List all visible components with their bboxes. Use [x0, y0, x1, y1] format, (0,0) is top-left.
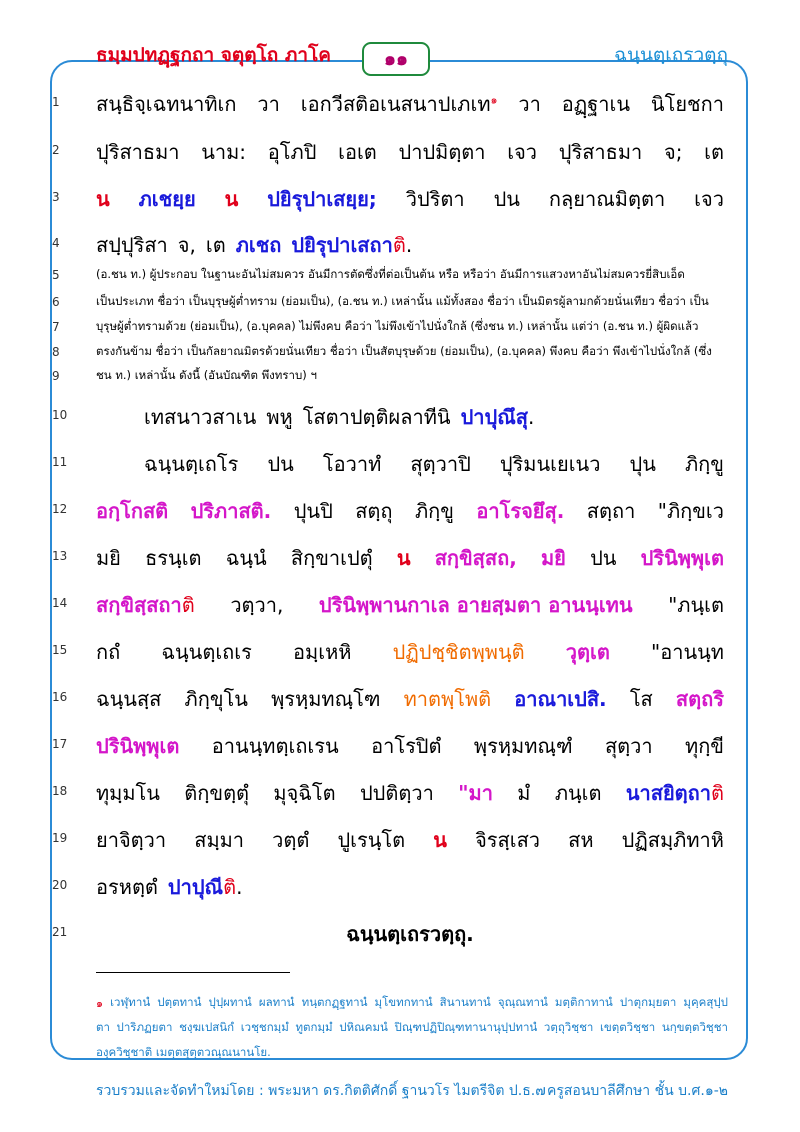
word-highlight-blue: ปยิรุปาเสยฺย;	[267, 187, 377, 211]
translation-line-7: บุรุษผู้ต่ำทรามด้วย (ย่อมเป็น), (อ.บุคคล) ไม่พึงคบ คือว่า ไม่พึงเข้าไปนั่งใกล้ (ซึ่งชน ท.) เหล่านั้น แต่ว่า (อ.ชน ท.) ผู้ผิดแล้ว	[96, 319, 699, 333]
word: ปุน	[629, 452, 656, 476]
pali-line-1	[96, 88, 724, 120]
word: ชงฺฆเปสนิกํ	[179, 1020, 235, 1034]
word-highlight-magenta: ปรินิพฺพุเต	[96, 734, 180, 758]
word: ปุริมนเยเนว	[499, 452, 601, 476]
iti-particle: ติ	[392, 233, 406, 257]
word: เจว	[694, 187, 724, 211]
word: วา	[257, 92, 280, 116]
word-highlight-blue: นาสยิตฺถา	[625, 781, 711, 805]
translation-line-6: เป็นประเภท ชื่อว่า เป็นบุรุษผู้ต่ำทราม (ย่อมเป็น), (อ.ชน ท.) เหล่านั้น แม้ทั้งสอง ชื่อว่า เป็นมิตรผู้ลามกด้วยนั่นเทียว ชื่อว่า เป็น	[96, 294, 709, 308]
word: ปตฺตทานํ	[157, 995, 202, 1009]
iti-particle: ติ	[181, 593, 195, 617]
word: "ภิกฺขเว	[657, 499, 724, 523]
word: อานนฺทตฺเถเรน	[211, 734, 339, 758]
pali-line-3	[96, 183, 724, 215]
line-number: 12	[52, 502, 68, 516]
word: กลฺยาณมิตฺตา	[548, 187, 666, 211]
line-number: 6	[52, 295, 60, 309]
iti-particle: ติ	[223, 875, 237, 899]
word: ติกฺขตฺตุํ	[184, 781, 250, 805]
punctuation: .	[527, 405, 535, 429]
header-story-title: ฉนฺนตฺเถรวตฺถุ	[614, 44, 728, 66]
punctuation: .	[236, 875, 243, 899]
word: มํ	[517, 781, 531, 805]
line-number: 18	[52, 784, 68, 798]
word: นาม:	[201, 140, 247, 164]
word: เวฬุทานํ	[110, 995, 151, 1009]
word: ปน	[267, 452, 294, 476]
line-number: 13	[52, 549, 68, 563]
word: มุโขทกทานํ	[374, 995, 433, 1009]
pali-line-13	[96, 542, 724, 574]
word: พฺรหฺมทณฺฑํ	[473, 734, 573, 758]
word-highlight-magenta: ปรินิพฺพานกาเล อายสฺมตา อานนฺเทน	[318, 593, 633, 617]
word: ภิกฺขู	[414, 499, 454, 523]
word: วตฺถุวิชฺชา	[543, 1020, 594, 1034]
word-highlight-magenta: ปรินิพฺพุเต	[640, 546, 724, 570]
word: ทุกฺขี	[685, 734, 724, 758]
word: พฺรหฺมทณฺโฑ	[271, 687, 381, 711]
word: ตา	[96, 1020, 110, 1034]
word-group	[291, 229, 412, 261]
word: ทุมฺมโน	[96, 781, 160, 805]
pali-line-11	[144, 448, 724, 480]
word: ปาตุกมฺยตา	[619, 995, 677, 1009]
word-highlight-magenta: สกฺขิสฺสถ,	[434, 546, 517, 570]
word: สตฺถุ	[355, 499, 393, 523]
word: วา	[518, 92, 541, 116]
word: มยิ	[96, 546, 121, 570]
word: ภนฺเต	[554, 781, 602, 805]
pali-line-16	[96, 683, 724, 715]
line-number: 19	[52, 831, 68, 845]
word: อฏฺฐาเน	[561, 92, 630, 116]
word: ปิณฺฑปฏิปิณฺฑทานานุปฺปทานํ	[394, 1020, 538, 1034]
word: สินานทานํ	[439, 995, 491, 1009]
line-number: 8	[52, 345, 60, 359]
pali-line-10	[144, 401, 724, 433]
word-highlight-magenta: มยิ	[540, 546, 566, 570]
word: "อานนฺท	[651, 640, 724, 664]
word-highlight-red: น	[433, 828, 447, 852]
word: เอกวีสติอเนสนาปเภเท	[300, 92, 491, 116]
word-highlight-orange: ปฏิปชฺชิตพฺพนฺติ	[392, 640, 525, 664]
word-highlight-blue: ภเชถ	[235, 233, 282, 257]
word: นิโยชกา	[650, 92, 724, 116]
line-number: 16	[52, 690, 68, 704]
word-with-footnote	[301, 88, 498, 120]
word: ทูตกมฺมํ	[295, 1020, 333, 1034]
line-number: 7	[52, 320, 60, 334]
word-highlight-magenta: สตฺถริ	[675, 687, 724, 711]
word-highlight-red: น	[396, 546, 411, 570]
word: อุโภปิ	[267, 140, 317, 164]
word-group	[96, 589, 195, 621]
word: สมฺมา	[194, 828, 245, 852]
word: สุตฺวาปิ	[410, 452, 471, 476]
pali-line-15	[96, 636, 724, 668]
line-number: 5	[52, 268, 60, 282]
word: อมฺเหหิ	[293, 640, 352, 664]
word: ปหิณคมนํ	[339, 1020, 388, 1034]
word-highlight-blue: ปยิรุปาเสถา	[291, 233, 393, 257]
footnote-line-2	[96, 1019, 728, 1037]
line-number: 15	[52, 643, 68, 657]
word: "ภนฺเต	[668, 593, 724, 617]
word: นกฺขตฺตวิชฺชา	[661, 1020, 728, 1034]
word: สปฺปุริสา	[96, 233, 168, 257]
word: วตฺตํ	[272, 828, 310, 852]
line-number: 10	[52, 408, 68, 422]
word: สห	[568, 828, 594, 852]
word-highlight-blue: อาณาเปสิ.	[514, 687, 607, 711]
story-end-title: ฉนฺนตฺเถรวตฺถุ.	[346, 922, 474, 946]
pali-line-19	[96, 824, 724, 856]
word: ปุปฺผทานํ	[208, 995, 252, 1009]
pali-line-4	[96, 229, 724, 261]
word: เต	[205, 233, 226, 257]
footnote-marker[interactable]: ๑	[490, 93, 498, 107]
word: ฉนฺนตฺเถเร	[161, 640, 252, 664]
word: อาโรปิตํ	[371, 734, 442, 758]
word-highlight-orange: ทาตพฺโพติ	[403, 687, 492, 711]
word: จิรสฺเสว	[475, 828, 541, 852]
line-number: 4	[52, 236, 60, 250]
word: เทสนาวสาเน	[144, 405, 257, 429]
word: ธรนฺเต	[145, 546, 202, 570]
word: อรหตฺตํ	[96, 875, 158, 899]
pali-line-17	[96, 730, 724, 762]
word: ปุริสาธมา	[96, 140, 180, 164]
word: ปุริสาธมา	[558, 140, 643, 164]
word: ทนฺตกฏฺฐทานํ	[301, 995, 368, 1009]
word	[96, 994, 103, 1015]
word: กถํ	[96, 640, 121, 664]
word: โส	[629, 687, 653, 711]
footnote-line-3: องฺควิชฺชาติ เมตฺตสุตฺตวณฺณนานโย.	[96, 1045, 271, 1059]
word: ฉนฺนตฺเถโร	[144, 452, 239, 476]
line-number: 17	[52, 737, 68, 751]
word-highlight-red: น	[96, 187, 110, 211]
word: จ,	[177, 233, 196, 257]
word: มตฺติกาทานํ	[554, 995, 613, 1009]
line-number: 20	[52, 878, 68, 892]
word: ปน	[590, 546, 617, 570]
line-number: 11	[52, 455, 68, 469]
footnote-marker: ๑	[96, 997, 103, 1010]
footnote-line-1	[96, 994, 728, 1015]
word: วิปริตา	[405, 187, 465, 211]
word-group	[461, 401, 535, 433]
pali-line-20	[96, 871, 724, 903]
word-group	[168, 871, 243, 903]
footer-course: ครูสอนบาลีศึกษา ชั้น บ.ศ.๑-๒	[546, 1083, 728, 1099]
word-highlight-magenta: อาโรจยึสุ.	[476, 499, 565, 523]
word: เขตฺตวิชฺชา	[599, 1020, 656, 1034]
word: ฉนฺนํ	[225, 546, 267, 570]
pali-line-12	[96, 495, 724, 527]
translation-line-5: (อ.ชน ท.) ผู้ประกอบ ในฐานะอันไม่สมควร อันมีการตัดซึ่งที่ต่อเป็นต้น หรือ หรือว่า อันมีการแสวงหาอันไม่สมควรยี่สิบเอ็ด	[96, 267, 685, 281]
line-number: 3	[52, 190, 60, 204]
word: เจว	[507, 140, 538, 164]
word: จ;	[663, 140, 683, 164]
pali-line-2	[96, 136, 724, 168]
word: มุคฺคสุปฺป	[683, 995, 728, 1009]
word: วตฺวา,	[230, 593, 284, 617]
word: มุจฺฉิโต	[273, 781, 336, 805]
word: ปาปมิตฺตา	[398, 140, 486, 164]
word: ภิกฺขู	[684, 452, 724, 476]
line-number: 2	[52, 143, 60, 157]
word: สนฺธิจฺเฉทนาทิเก	[96, 92, 237, 116]
footer-compiler: รวบรวมและจัดทำใหม่โดย : พระมหา ดร.กิตติศักดิ์ ฐานวโร ไมตรีจิต ป.ธ.๗	[96, 1083, 546, 1099]
word: สิกฺขาเปตุํ	[290, 546, 373, 570]
word-highlight-magenta: ปริภาสติ.	[190, 499, 272, 523]
word: เวชฺชกมฺมํ	[240, 1020, 289, 1034]
line-number: 14	[52, 596, 68, 610]
word-highlight-blue: ภเชยฺย	[138, 187, 196, 211]
word: ปูเรนฺโต	[337, 828, 406, 852]
line-number: 9	[52, 369, 60, 383]
word-highlight-blue: ปาปุณี	[167, 875, 224, 899]
line-number: 1	[52, 95, 60, 109]
word: ปน	[493, 187, 520, 211]
word: จุณฺณทานํ	[497, 995, 548, 1009]
word: โอวาทํ	[322, 452, 382, 476]
word: สตฺถา	[586, 499, 636, 523]
word: เอเต	[338, 140, 377, 164]
word: ปุนปิ	[293, 499, 333, 523]
word-highlight-magenta: วุตฺเต	[565, 640, 610, 664]
word-highlight-blue: ปาปุณึสุ	[460, 405, 528, 429]
word: ยาจิตฺวา	[96, 828, 167, 852]
translation-line-8: ตรงกันข้าม ชื่อว่า เป็นกัลยาณมิตรด้วยนั่นเทียว ชื่อว่า เป็นสัตบุรุษด้วย (ย่อมเป็น), (อ.บุคคล) พึงคบ คือว่า พึงเข้าไปนั่งใกล้ (ซึ่ง	[96, 344, 712, 358]
iti-particle: ติ	[710, 781, 724, 805]
word: ปาริภฏยตา	[116, 1020, 173, 1034]
word: ปฏิสมฺภิทาหิ	[621, 828, 724, 852]
pali-line-14	[96, 589, 724, 621]
word-highlight-red: น	[224, 187, 239, 211]
word: เต	[704, 140, 724, 164]
word: ปปติตฺวา	[359, 781, 434, 805]
line-number: 21	[52, 925, 68, 939]
word: ภิกฺขุโน	[184, 687, 248, 711]
page-number-badge: ๑๑	[362, 42, 430, 76]
header-book-title: ธมฺมปทฏฺฐกถา จตุตฺโถ ภาโค	[96, 44, 332, 66]
word: โสตาปตฺติผลาทีนิ	[302, 405, 451, 429]
word-highlight-magenta: อกฺโกสติ	[96, 499, 169, 523]
footnote-divider	[96, 972, 290, 973]
pali-line-18	[96, 777, 724, 809]
word: พหู	[266, 405, 293, 429]
word: ผลทานํ	[258, 995, 295, 1009]
word-group	[626, 777, 724, 809]
word: ฉนฺนสฺส	[96, 687, 162, 711]
word-highlight-magenta: สกฺขิสฺสถา	[96, 593, 182, 617]
translation-line-9: ชน ท.) เหล่านั้น ดังนี้ (อันบัณฑิต พึงทราบ) ฯ	[96, 368, 317, 382]
word-highlight-magenta: "มา	[458, 781, 493, 805]
word: สุตฺวา	[604, 734, 653, 758]
punctuation: .	[405, 233, 413, 257]
